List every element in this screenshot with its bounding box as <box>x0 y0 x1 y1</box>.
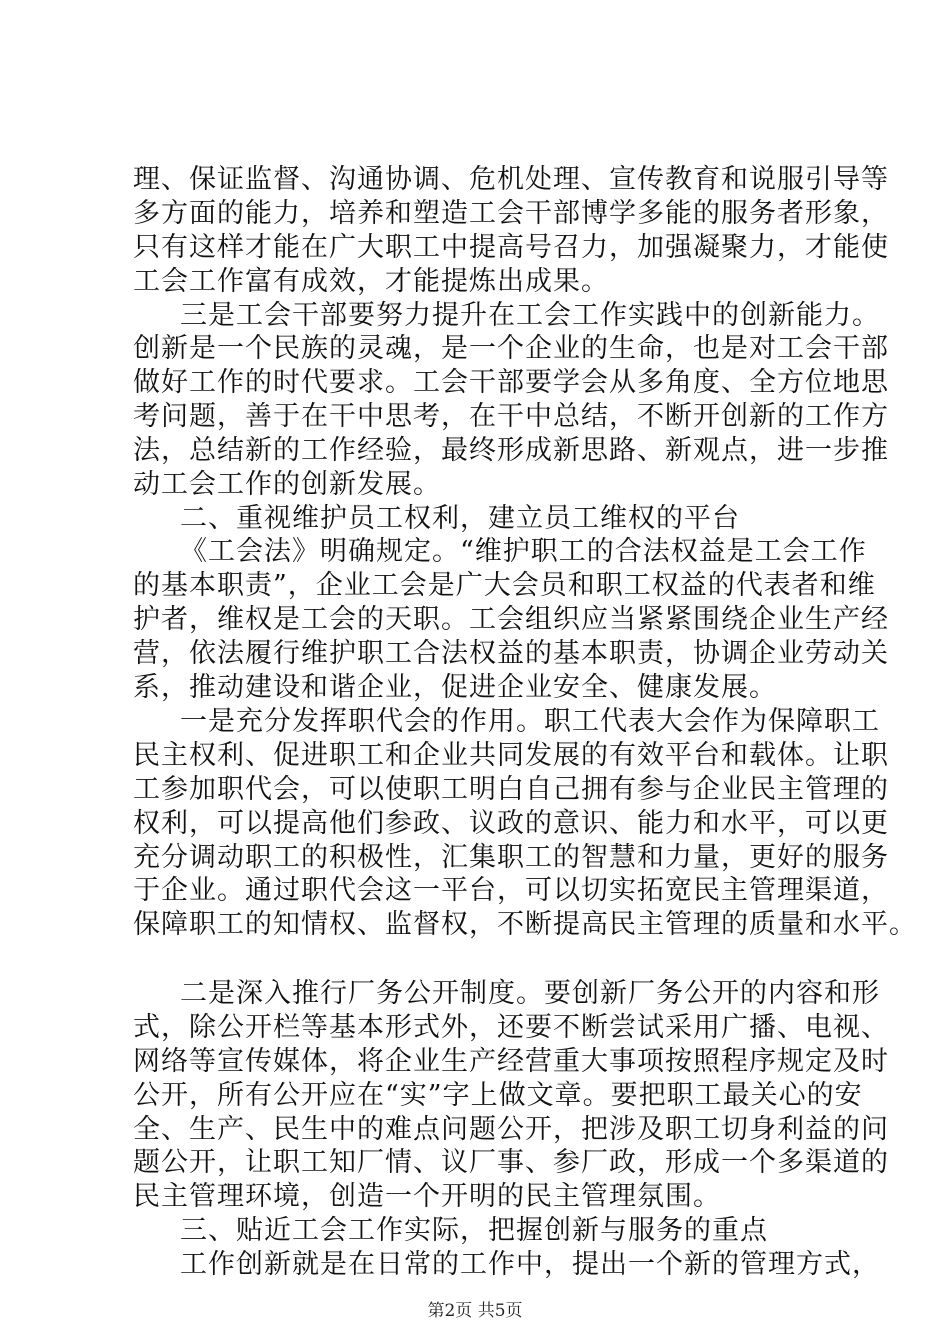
text-line: 只有这样才能在广大职工中提高号召力，加强凝聚力，才能使 <box>133 232 889 263</box>
page-footer: 第2页 共5页 <box>427 1301 523 1321</box>
text-line: 法，总结新的工作经验，最终形成新思路、新观点，进一步推 <box>133 435 889 466</box>
text-line: 民主权利、促进职工和企业共同发展的有效平台和载体。让职 <box>133 740 889 771</box>
text-line: 动工会工作的创新发展。 <box>133 469 441 500</box>
text-line: 工会工作富有成效，才能提炼出成果。 <box>133 266 609 297</box>
paragraph-first-line: 《工会法》明确规定。“维护职工的合法权益是工会工作 <box>180 536 867 567</box>
text-line: 的基本职责”，企业工会是广大会员和职工权益的代表者和维 <box>133 570 876 601</box>
text-line: 理、保证监督、沟通协调、危机处理、宣传教育和说服引导等 <box>133 164 889 195</box>
paragraph-first-line: 三、贴近工会工作实际，把握创新与服务的重点 <box>180 1215 768 1246</box>
text-line: 多方面的能力，培养和塑造工会干部博学多能的服务者形象， <box>133 198 889 229</box>
text-line: 护者，维权是工会的天职。工会组织应当紧紧围绕企业生产经 <box>133 604 889 635</box>
text-line: 工参加职代会，可以使职工明白自己拥有参与企业民主管理的 <box>133 774 889 805</box>
text-line: 做好工作的时代要求。工会干部要学会从多角度、全方位地思 <box>133 367 889 398</box>
paragraph-first-line: 三是工会干部要努力提升在工会工作实践中的创新能力。 <box>180 300 880 331</box>
text-line: 充分调动职工的积极性，汇集职工的智慧和力量，更好的服务 <box>133 842 889 873</box>
text-line: 公开，所有公开应在“实”字上做文章。要把职工最关心的安 <box>133 1080 863 1111</box>
text-line: 全、生产、民生中的难点问题公开，把涉及职工切身利益的问 <box>133 1114 889 1145</box>
text-line: 于企业。通过职代会这一平台，可以切实拓宽民主管理渠道， <box>133 875 889 906</box>
text-line: 创新是一个民族的灵魂，是一个企业的生命，也是对工会干部 <box>133 333 889 364</box>
paragraph-first-line: 工作创新就是在日常的工作中，提出一个新的管理方式， <box>180 1249 880 1280</box>
text-line: 考问题，善于在干中思考，在干中总结，不断开创新的工作方 <box>133 401 889 432</box>
text-line: 题公开，让职工知厂情、议厂事、参厂政，形成一个多渠道的 <box>133 1147 889 1178</box>
paragraph-first-line: 一是充分发挥职代会的作用。职工代表大会作为保障职工 <box>180 706 880 737</box>
text-line: 网络等宣传媒体，将企业生产经营重大事项按照程序规定及时 <box>133 1046 889 1077</box>
text-line: 式，除公开栏等基本形式外，还要不断尝试采用广播、电视、 <box>133 1012 889 1043</box>
text-line: 保障职工的知情权、监督权，不断提高民主管理的质量和水平。 <box>133 909 917 940</box>
paragraph-first-line: 二、重视维护员工权利，建立员工维权的平台 <box>180 503 740 534</box>
text-line: 民主管理环境，创造一个开明的民主管理氛围。 <box>133 1181 721 1212</box>
text-line: 系，推动建设和谐企业，促进企业安全、健康发展。 <box>133 672 777 703</box>
paragraph-first-line: 二是深入推行厂务公开制度。要创新厂务公开的内容和形 <box>180 978 880 1009</box>
text-line: 权利，可以提高他们参政、议政的意识、能力和水平，可以更 <box>133 808 889 839</box>
text-line: 营，依法履行维护职工合法权益的基本职责，协调企业劳动关 <box>133 638 889 669</box>
